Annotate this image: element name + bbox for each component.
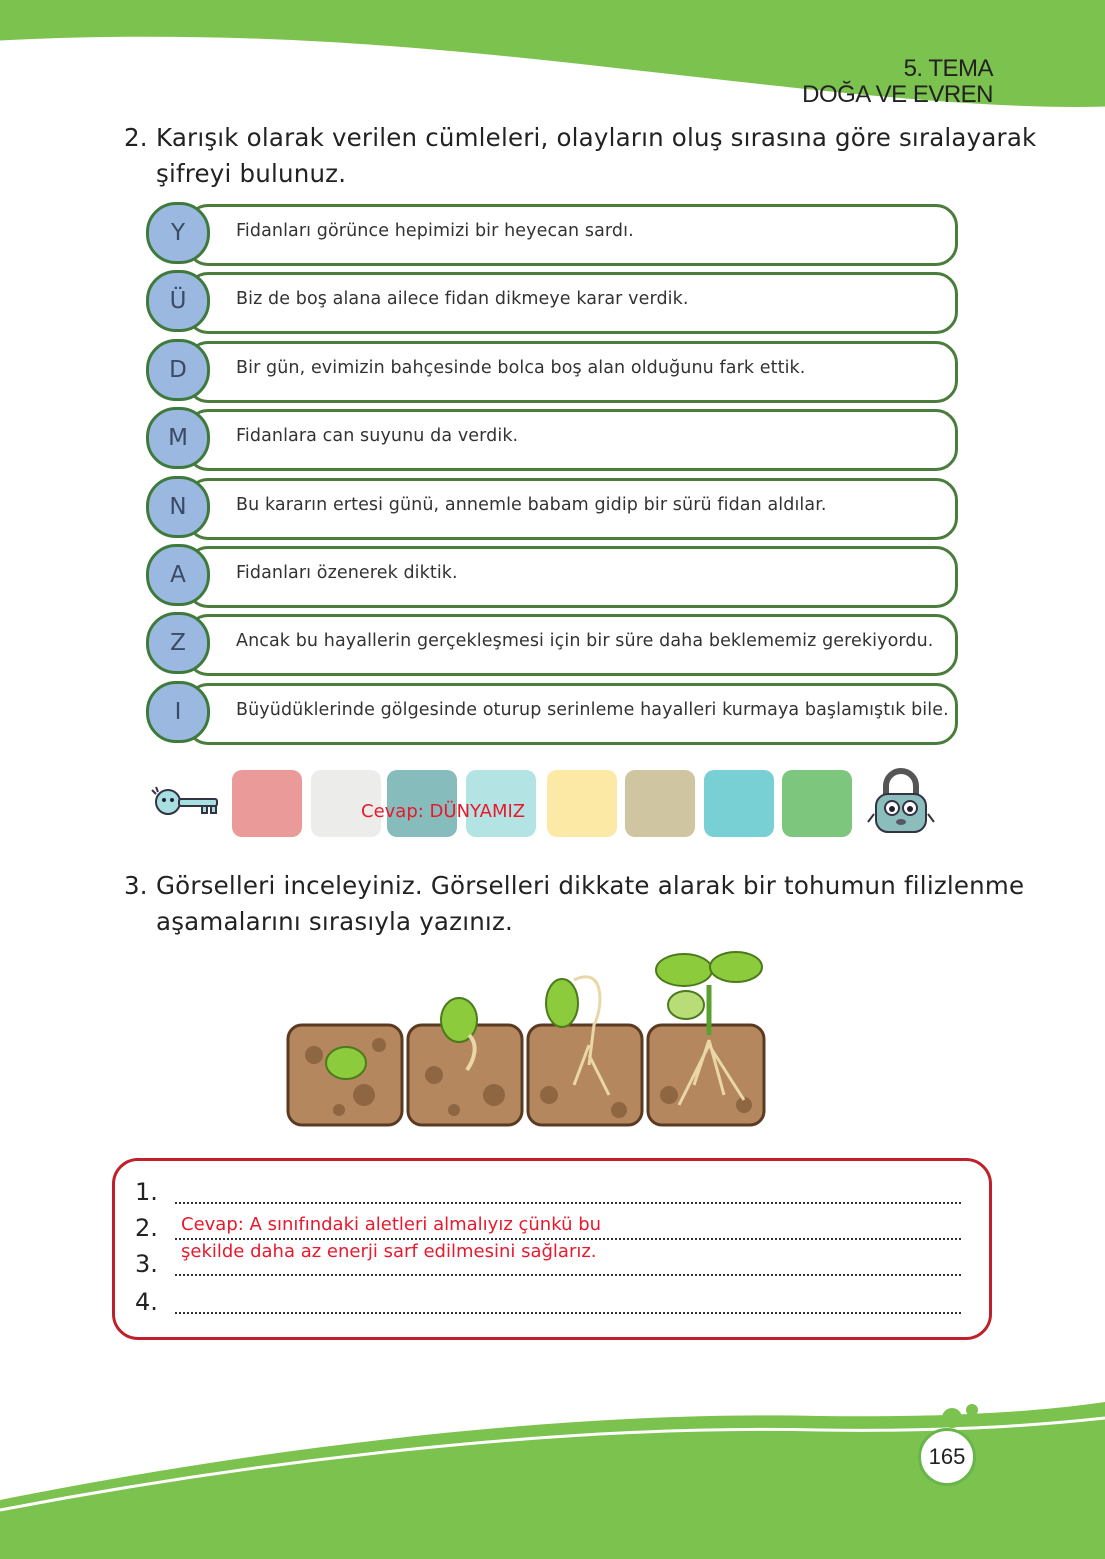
seed-germination-illustration [284, 945, 770, 1130]
sentence-row [146, 476, 956, 538]
dotted-line [175, 1202, 961, 1204]
cipher-tile [547, 770, 617, 837]
theme-label [802, 56, 993, 108]
letter-badge: D [146, 339, 210, 401]
sentence-row [146, 270, 956, 332]
theme-number: 5. TEMA [903, 55, 993, 82]
question-3-line1: Görselleri inceleyiniz. Görselleri dikkate alarak bir tohumun filizlenme [156, 871, 1025, 900]
sentence-text: Bu kararın ertesi günü, annemle babam gidip bir sürü fidan aldılar. [236, 495, 827, 515]
sentence-text: Fidanları görünce hepimizi bir heyecan sardı. [236, 221, 634, 241]
key-icon [150, 782, 222, 822]
answer-line-number: 3. [135, 1250, 158, 1278]
answer-line[interactable] [135, 1178, 965, 1208]
sentence-text: Fidanlara can suyunu da verdik. [236, 426, 519, 446]
question-3-answer-line2: şekilde daha az enerji sarf edilmesini sağlarız. [181, 1241, 597, 1262]
answer-line-number: 2. [135, 1214, 158, 1242]
letter-badge: I [146, 681, 210, 743]
sentence-row [146, 612, 956, 674]
cipher-tile [232, 770, 302, 837]
cipher-tile [782, 770, 852, 837]
answer-line-number: 1. [135, 1178, 158, 1206]
cipher-answer: Cevap: DÜNYAMIZ [361, 801, 526, 822]
question-3-line2: aşamalarını sırasıyla yazınız. [156, 907, 513, 936]
sentence-row [146, 544, 956, 606]
sentence-row [146, 681, 956, 743]
letter-badge: Y [146, 202, 210, 264]
question-3-answer [181, 1211, 601, 1265]
sentence-row [146, 407, 956, 469]
sentence-row [146, 339, 956, 401]
sentence-text: Biz de boş alana ailece fidan dikmeye karar verdik. [236, 289, 689, 309]
dotted-line [175, 1274, 961, 1276]
soil-block-1 [288, 1025, 402, 1125]
letter-badge: M [146, 407, 210, 469]
lock-icon [866, 766, 936, 838]
sentence-row [146, 202, 956, 264]
answer-line[interactable] [135, 1288, 965, 1318]
sentence-text: Ancak bu hayallerin gerçekleşmesi için bir süre daha beklememiz gerekiyordu. [236, 631, 934, 651]
page-number: 165 [918, 1428, 976, 1486]
sentence-text: Fidanları özenerek diktik. [236, 563, 458, 583]
sentence-text: Büyüdüklerinde gölgesinde oturup serinleme hayalleri kurmaya başlamıştık bile. [236, 700, 949, 720]
soil-block-3 [528, 977, 642, 1125]
answer-line-number: 4. [135, 1288, 158, 1316]
cipher-tile [704, 770, 774, 837]
sentence-text: Bir gün, evimizin bahçesinde bolca boş alan olduğunu fark ettik. [236, 358, 806, 378]
letter-badge: A [146, 544, 210, 606]
question-2-line1: Karışık olarak verilen cümleleri, olayların oluş sırasına göre sıralayarak [156, 123, 1037, 152]
dotted-line [175, 1312, 961, 1314]
question-2-line2: şifreyi bulunuz. [156, 159, 347, 188]
cipher-tile [625, 770, 695, 837]
soil-block-2 [408, 998, 522, 1125]
letter-badge: Z [146, 612, 210, 674]
question-3-answer-line1: Cevap: A sınıfındaki aletleri almalıyız çünkü bu [181, 1214, 602, 1235]
letter-badge: N [146, 476, 210, 538]
question-2-text [124, 120, 1036, 192]
soil-block-4 [648, 952, 764, 1125]
question-2-number: 2. [124, 123, 148, 152]
theme-title: DOĞA VE EVREN [802, 81, 993, 108]
question-3-number: 3. [124, 871, 148, 900]
question-3-text [124, 868, 1024, 940]
letter-badge: Ü [146, 270, 210, 332]
